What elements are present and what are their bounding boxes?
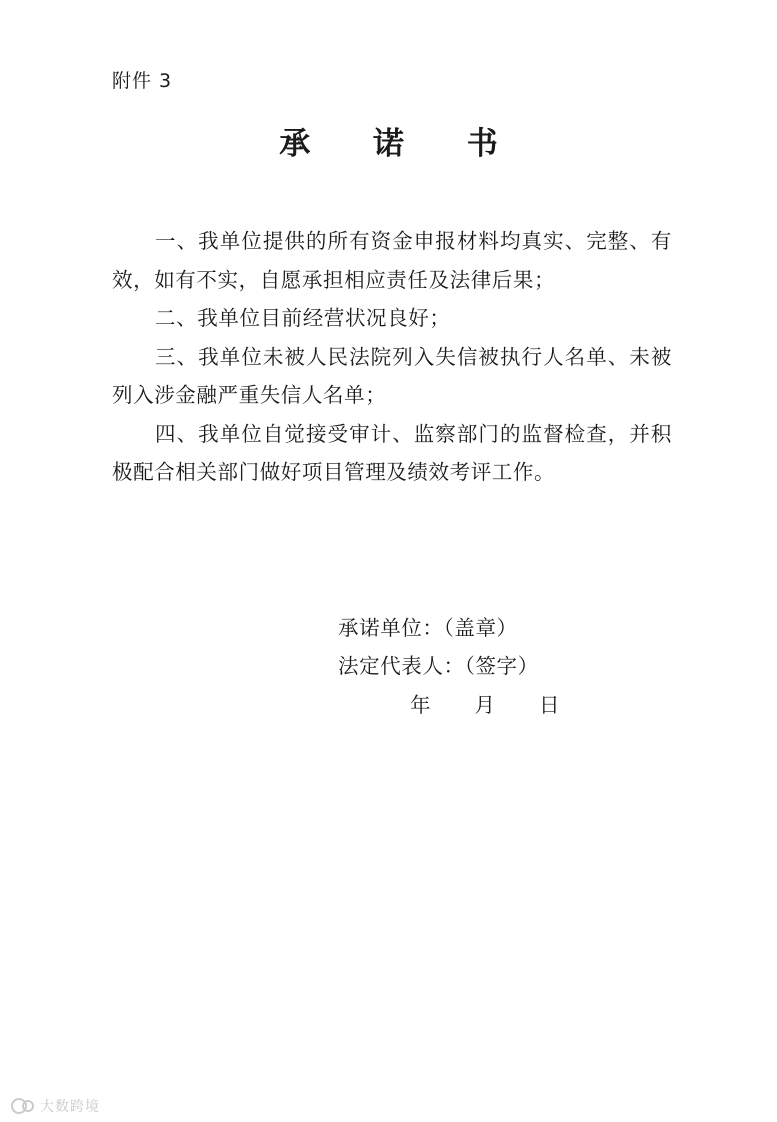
legal-representative-line: 法定代表人：（签字）: [338, 654, 539, 678]
date-year: 年: [410, 693, 431, 717]
watermark: [10, 1096, 100, 1116]
signing-unit-line: 承诺单位：（盖章）: [338, 616, 518, 640]
commitment-body: [112, 222, 672, 492]
commitment-item-2: 二、我单位目前经营状况良好；: [155, 306, 451, 330]
attachment-label: 附件 3: [112, 70, 173, 92]
commitment-item-3: 三、我单位未被人民法院列入失信被执行人名单、未被列入涉金融严重失信人名单；: [112, 344, 672, 407]
signature-block: [338, 609, 539, 685]
date-month: 月: [474, 693, 495, 717]
commitment-item-1: 一、我单位提供的所有资金申报材料均真实、完整、有效，如有不实，自愿承担相应责任及法律后果；: [112, 229, 672, 292]
date-day: 日: [539, 693, 560, 717]
document-title: 承 诺 书: [279, 126, 524, 162]
date-line: [410, 686, 560, 724]
brand-logo-icon: [10, 1097, 36, 1115]
commitment-item-4: 四、我单位自觉接受审计、监察部门的监督检查，并积极配合相关部门做好项目管理及绩效考评工作。: [112, 421, 672, 484]
watermark-text: 大数跨境: [40, 1099, 100, 1115]
